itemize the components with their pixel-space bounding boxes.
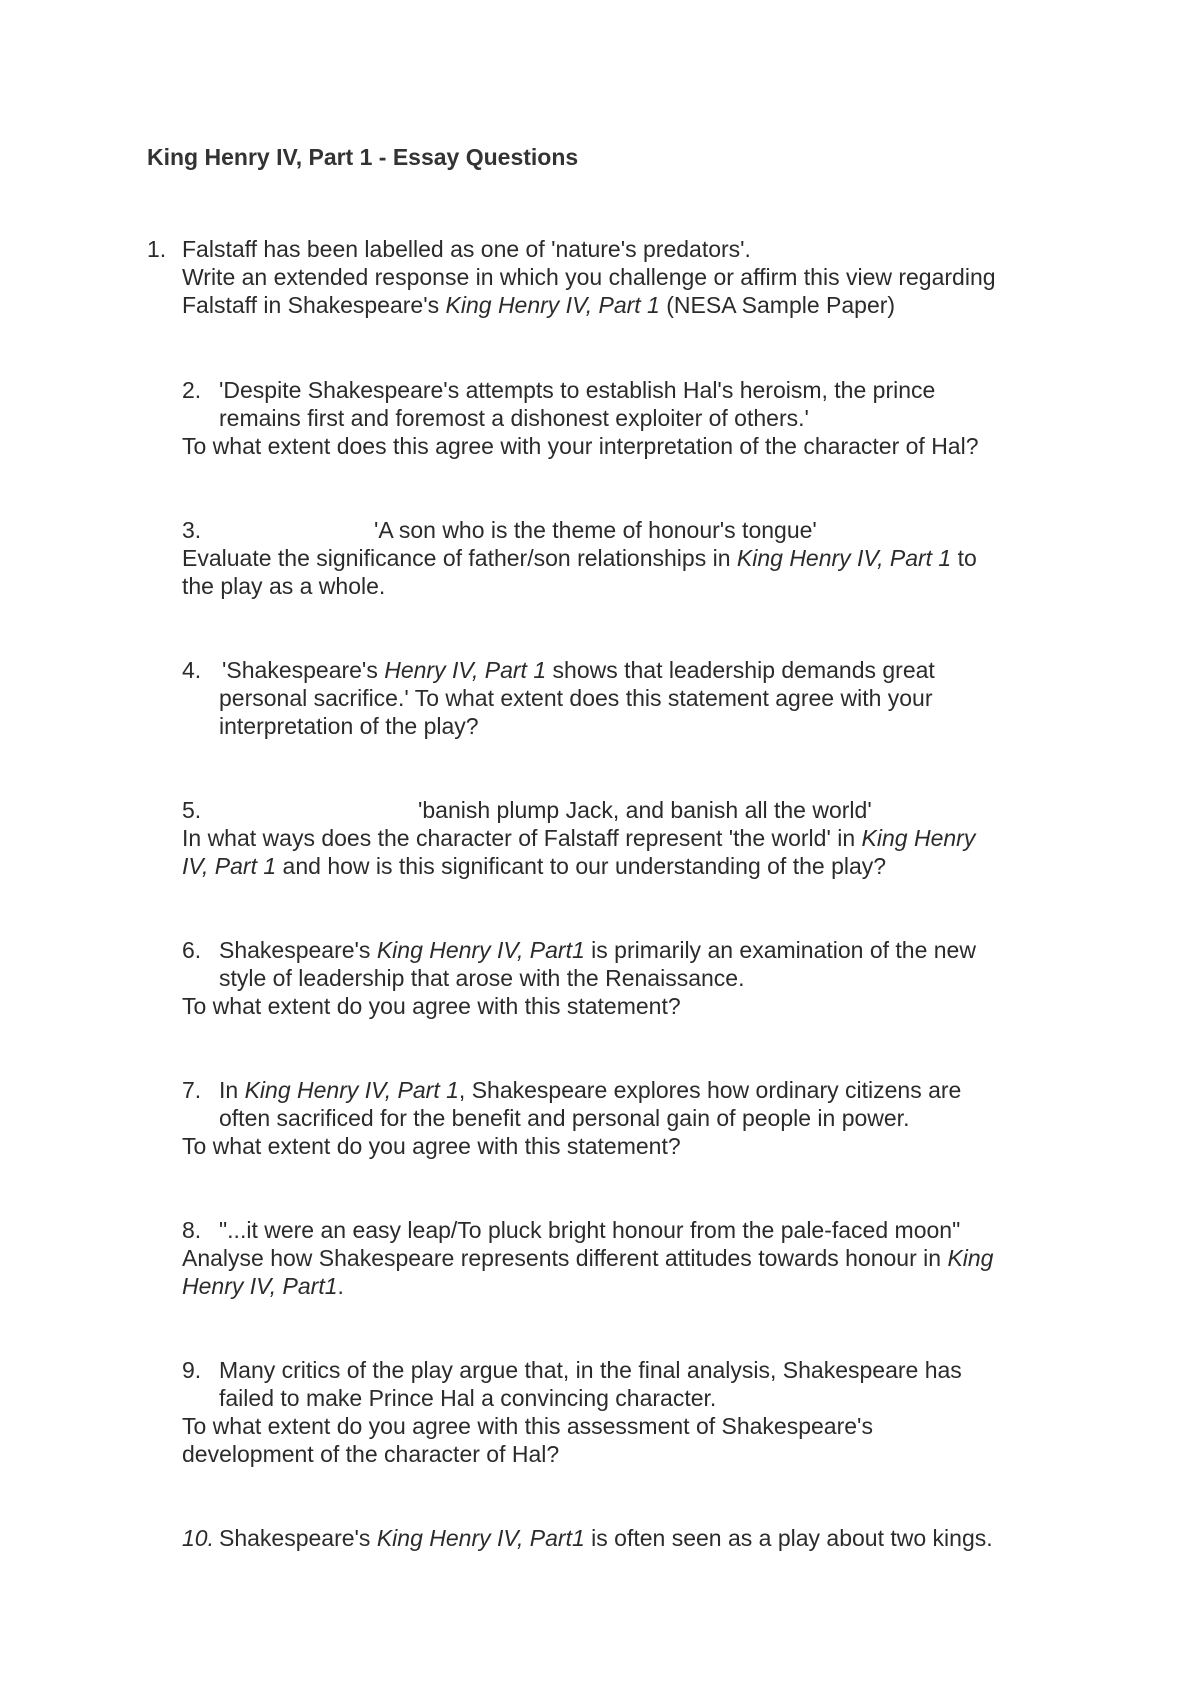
question-line: "...it were an easy leap/To pluck bright honour from the pale-faced moon"	[219, 1217, 961, 1243]
play-title-italic: King Henry IV, Part 1	[244, 1077, 459, 1103]
question-line: To what extent do you agree with this statement?	[182, 1133, 681, 1159]
question-text: shows that leadership demands great	[546, 657, 935, 683]
play-title-italic: Henry IV, Part 1	[384, 657, 547, 683]
question-text: , Shakespeare explores how ordinary citizens are	[458, 1077, 962, 1103]
question-line: personal sacrifice.' To what extent does this statement agree with your	[219, 685, 933, 711]
question-text: Falstaff in Shakespeare's	[182, 292, 446, 318]
question-number: 3.	[182, 517, 202, 543]
question-line: remains first and foremost a dishonest exploiter of others.'	[219, 405, 809, 431]
question-line: interpretation of the play?	[219, 713, 479, 739]
question-text: Shakespeare's	[219, 937, 377, 963]
question-number: 7.	[182, 1077, 202, 1103]
question-line: To what extent does this agree with your interpretation of the character of Hal?	[182, 433, 979, 459]
question-number: 9.	[182, 1357, 202, 1383]
question-text: In what ways does the character of Falstaff represent 'the world' in	[182, 825, 862, 851]
question-line: development of the character of Hal?	[182, 1441, 560, 1467]
question-line: 'Despite Shakespeare's attempts to establish Hal's heroism, the prince	[219, 377, 936, 403]
question-line: the play as a whole.	[182, 573, 386, 599]
question-text: to	[951, 545, 977, 571]
question-text: 'Shakespeare's	[222, 657, 385, 683]
question-text: Shakespeare's	[219, 1525, 377, 1551]
page-title: King Henry IV, Part 1 - Essay Questions	[147, 144, 579, 170]
question-number: 10.	[182, 1525, 214, 1551]
question-number: 8.	[182, 1217, 202, 1243]
question-number: 1.	[147, 236, 167, 262]
question-line	[182, 291, 895, 319]
question-line: 'banish plump Jack, and banish all the world'	[418, 797, 872, 823]
question-number: 6.	[182, 937, 202, 963]
play-title-italic: Henry IV, Part1	[182, 1273, 338, 1299]
question-line: To what extent do you agree with this assessment of Shakespeare's	[182, 1413, 873, 1439]
question-text: Analyse how Shakespeare represents different attitudes towards honour in	[182, 1245, 948, 1271]
question-line	[219, 936, 976, 964]
question-line: Write an extended response in which you challenge or affirm this view regarding	[182, 264, 996, 290]
question-line	[182, 1244, 993, 1272]
question-line	[182, 852, 886, 880]
play-title-italic: King	[947, 1245, 994, 1271]
question-text: Evaluate the significance of father/son relationships in	[182, 545, 737, 571]
question-line: style of leadership that arose with the Renaissance.	[219, 965, 745, 991]
question-line: often sacrificed for the benefit and personal gain of people in power.	[219, 1105, 910, 1131]
question-text: (NESA Sample Paper)	[659, 292, 896, 318]
question-line	[182, 544, 977, 572]
question-line: 'A son who is the theme of honour's tongue'	[374, 517, 817, 543]
question-text: and how is this significant to our understanding of the play?	[276, 853, 887, 879]
question-text: In	[219, 1077, 245, 1103]
play-title-italic: IV, Part 1	[182, 853, 277, 879]
question-text: .	[337, 1273, 344, 1299]
question-text: is primarily an examination of the new	[584, 937, 976, 963]
question-line: Many critics of the play argue that, in the final analysis, Shakespeare has	[219, 1357, 962, 1383]
question-line	[182, 824, 975, 852]
question-line: To what extent do you agree with this statement?	[182, 993, 681, 1019]
play-title-italic: King Henry IV, Part 1	[445, 292, 660, 318]
play-title-italic: King Henry	[861, 825, 976, 851]
question-line	[219, 1076, 961, 1104]
question-number: 5.	[182, 797, 202, 823]
question-line	[222, 656, 935, 684]
question-number: 2.	[182, 377, 202, 403]
question-line	[182, 1272, 344, 1300]
play-title-italic: King Henry IV, Part 1	[736, 545, 952, 571]
question-line: Falstaff has been labelled as one of 'nature's predators'.	[182, 236, 751, 262]
question-number: 4.	[182, 657, 202, 683]
question-line	[219, 1524, 993, 1552]
question-text: is often seen as a play about two kings.	[584, 1525, 993, 1551]
play-title-italic: King Henry IV, Part1	[376, 1525, 585, 1551]
play-title-italic: King Henry IV, Part1	[376, 937, 585, 963]
question-line: failed to make Prince Hal a convincing character.	[219, 1385, 717, 1411]
